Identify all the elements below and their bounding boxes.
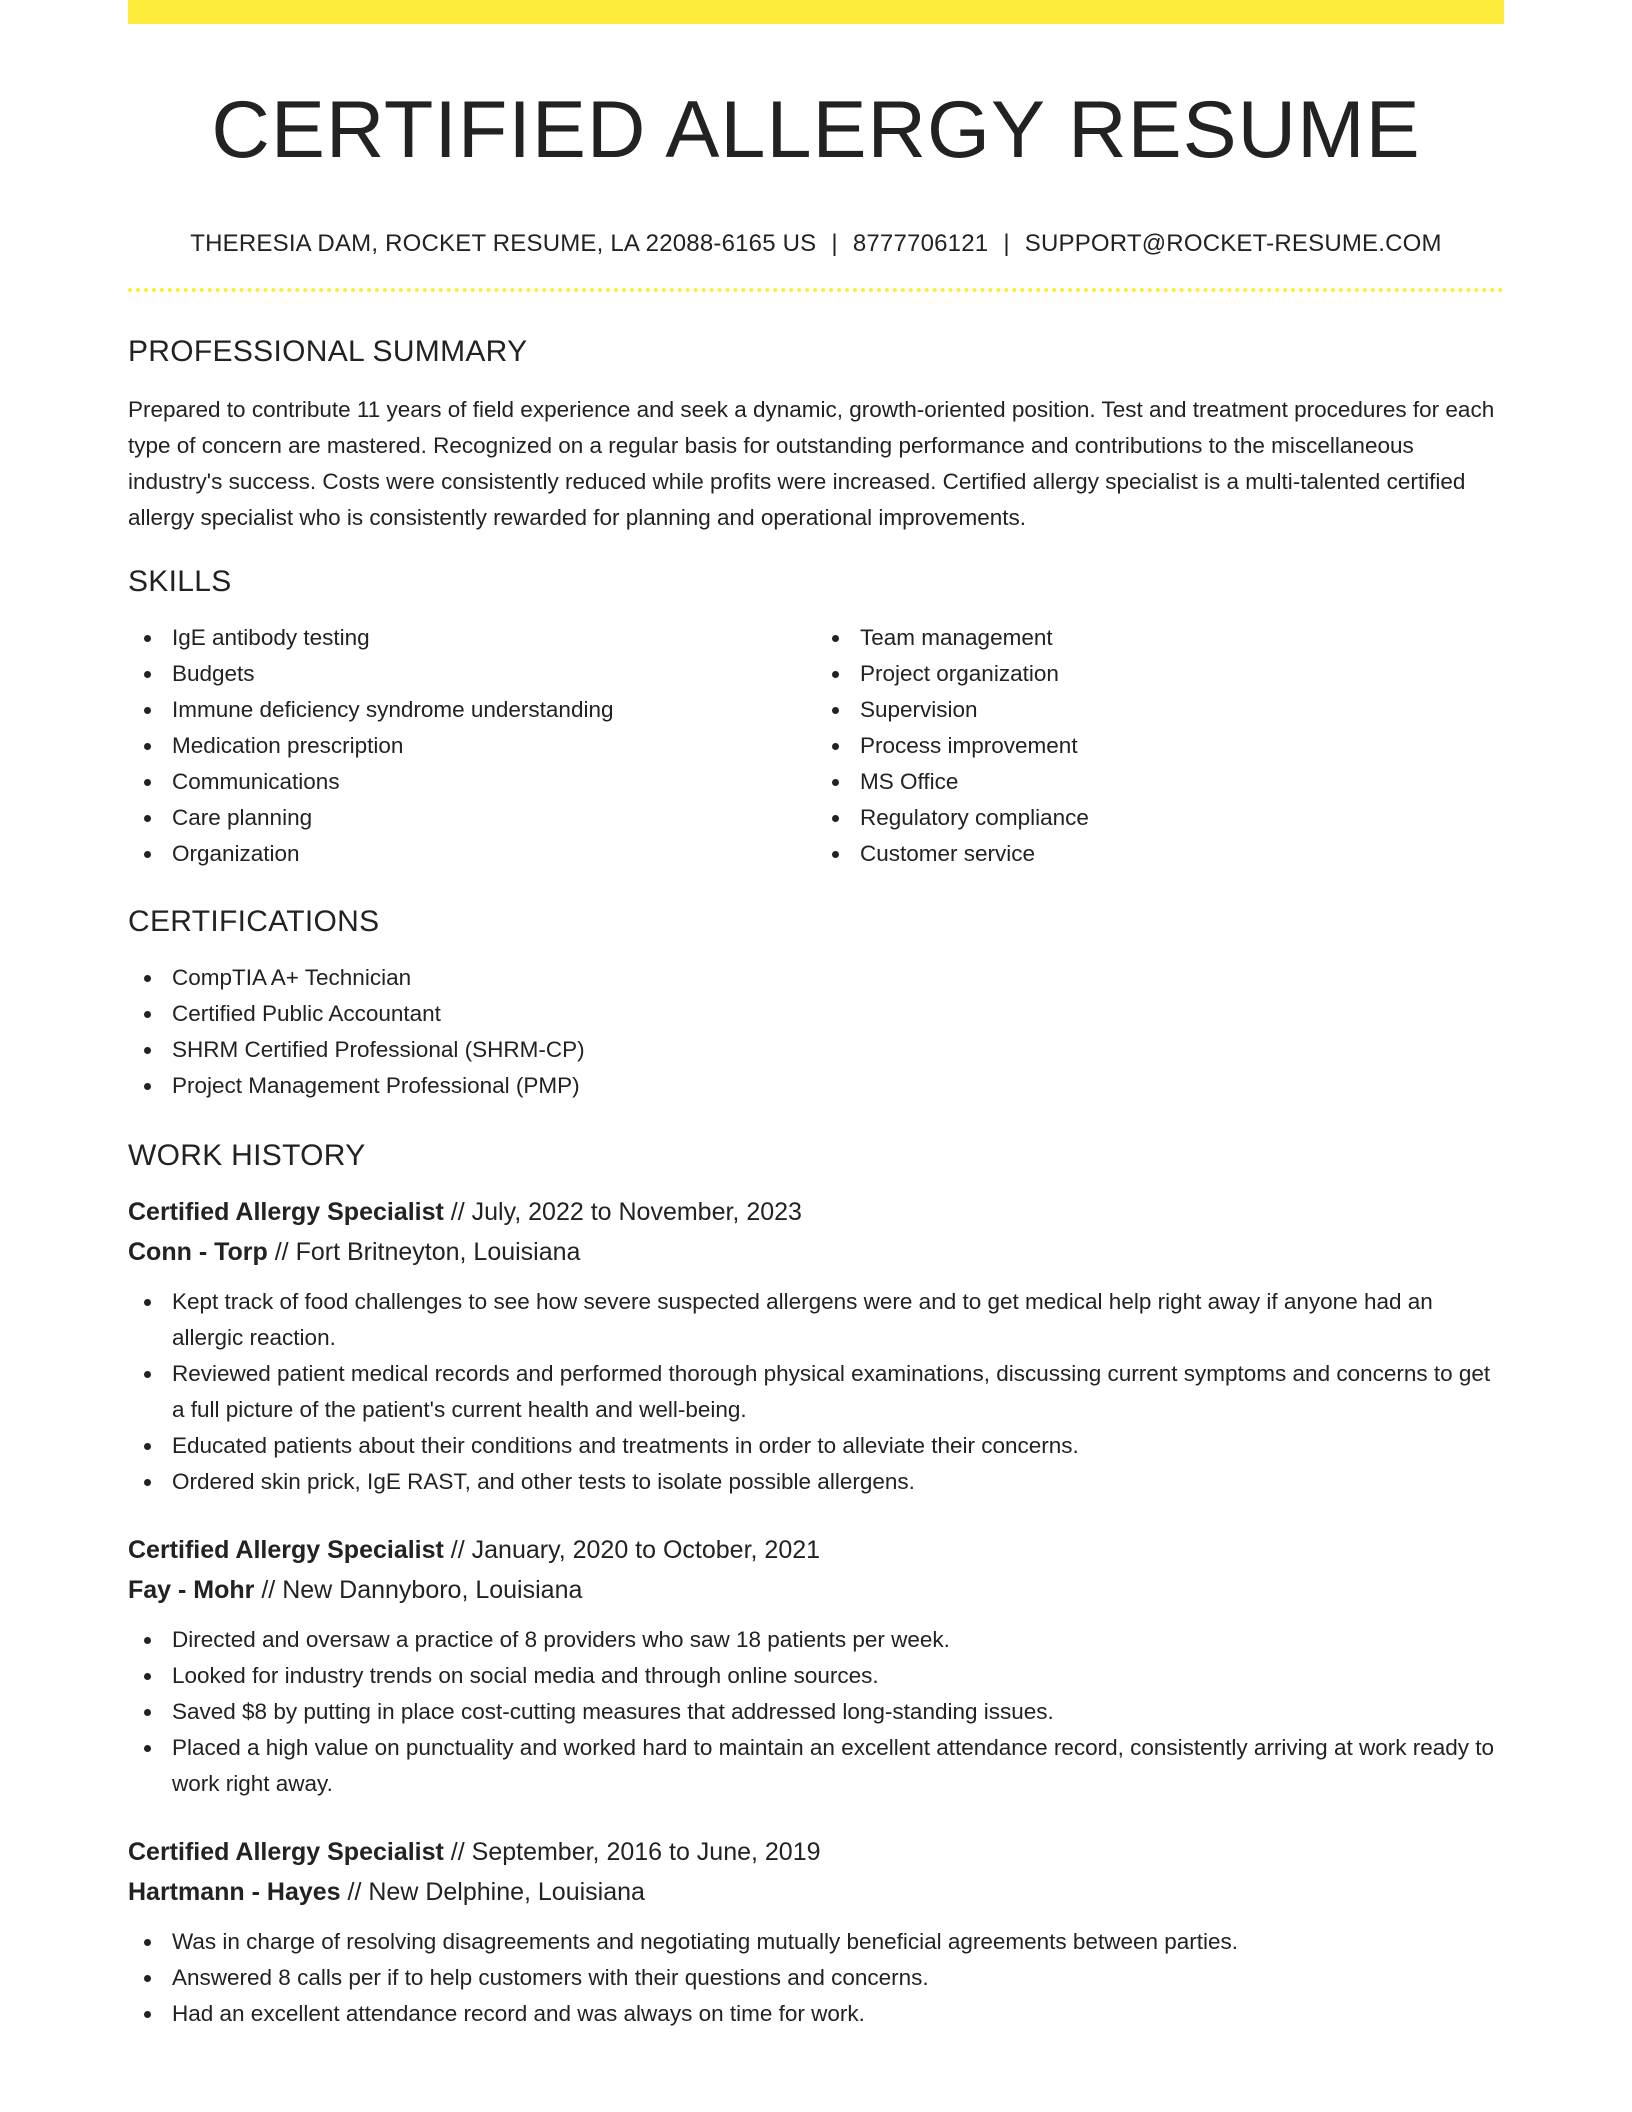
- job-entry: [128, 1192, 1504, 1500]
- skills-list-right: [816, 620, 1504, 872]
- job-location: // Fort Britneyton, Louisiana: [267, 1238, 581, 1266]
- job-title: Certified Allergy Specialist: [128, 1536, 444, 1564]
- job-company-line: [128, 1570, 1504, 1610]
- job-duty: Ordered skin prick, IgE RAST, and other tests to isolate possible allergens.: [128, 1464, 1504, 1500]
- job-title-line: [128, 1192, 1504, 1232]
- skills-heading: SKILLS: [128, 565, 232, 598]
- job-duty: Was in charge of resolving disagreements and negotiating mutually beneficial agreements between parties.: [128, 1924, 1504, 1960]
- job-entry: [128, 1832, 1504, 2032]
- job-duty: Answered 8 calls per if to help customers with their questions and concerns.: [128, 1960, 1504, 1996]
- job-duty: Looked for industry trends on social media and through online sources.: [128, 1658, 1504, 1694]
- work-history-heading: WORK HISTORY: [128, 1139, 366, 1172]
- skill-item: Customer service: [816, 836, 1504, 872]
- job-company: Conn - Torp: [128, 1238, 268, 1266]
- job-duty: Kept track of food challenges to see how severe suspected allergens were and to get medical help right away if anyone had an allergic reaction.: [128, 1284, 1504, 1356]
- dotted-divider: [128, 288, 1504, 292]
- job-duty: Saved $8 by putting in place cost-cutting measures that addressed long-standing issues.: [128, 1694, 1504, 1730]
- job-duty: Educated patients about their conditions and treatments in order to alleviate their concerns.: [128, 1428, 1504, 1464]
- job-company-line: [128, 1232, 1504, 1272]
- skill-item: MS Office: [816, 764, 1504, 800]
- certification-item: SHRM Certified Professional (SHRM-CP): [128, 1032, 1504, 1068]
- job-duties: [128, 1622, 1504, 1802]
- job-title-line: [128, 1530, 1504, 1570]
- skill-item: IgE antibody testing: [128, 620, 816, 656]
- certification-item: Project Management Professional (PMP): [128, 1068, 1504, 1104]
- resume-page: [128, 0, 1504, 2112]
- skill-item: Communications: [128, 764, 816, 800]
- job-dates: // July, 2022 to November, 2023: [443, 1198, 802, 1226]
- certification-item: Certified Public Accountant: [128, 996, 1504, 1032]
- skill-item: Organization: [128, 836, 816, 872]
- skills-columns: [128, 620, 1504, 872]
- top-accent-bar: [128, 0, 1504, 24]
- job-location: // New Dannyboro, Louisiana: [254, 1576, 583, 1604]
- contact-line: [128, 228, 1504, 260]
- contact-phone: 8777706121: [852, 230, 989, 257]
- job-title: Certified Allergy Specialist: [128, 1838, 444, 1866]
- summary-text: Prepared to contribute 11 years of field experience and seek a dynamic, growth-oriented position. Test and treatment procedures for each type of concern are mastered. Recognized on a regular basis for outstanding performance and contributions to the miscellaneous industry's success. Costs were consistently reduced while profits were increased. Certified allergy specialist is a multi-talented certified allergy specialist who is consistently rewarded for planning and operational improvements.: [128, 397, 1495, 530]
- job-company: Fay - Mohr: [128, 1576, 255, 1604]
- job-duty: Directed and oversaw a practice of 8 providers who saw 18 patients per week.: [128, 1622, 1504, 1658]
- job-dates: // January, 2020 to October, 2021: [443, 1536, 821, 1564]
- job-duties: [128, 1924, 1504, 2032]
- skill-item: Team management: [816, 620, 1504, 656]
- job-duty: Reviewed patient medical records and performed thorough physical examinations, discussing current symptoms and concerns to get a full picture of the patient's current health and well-being.: [128, 1356, 1504, 1428]
- resume-title: CERTIFIED ALLERGY RESUME: [211, 85, 1421, 175]
- contact-email: SUPPORT@ROCKET-RESUME.COM: [1024, 230, 1442, 257]
- summary-heading: PROFESSIONAL SUMMARY: [128, 335, 528, 368]
- job-location: // New Delphine, Louisiana: [340, 1878, 645, 1906]
- job-title: Certified Allergy Specialist: [128, 1198, 444, 1226]
- certification-item: CompTIA A+ Technician: [128, 960, 1504, 996]
- certifications-heading: CERTIFICATIONS: [128, 905, 380, 938]
- certifications-list: [128, 960, 1504, 1104]
- job-entry: [128, 1530, 1504, 1802]
- skill-item: Care planning: [128, 800, 816, 836]
- skill-item: Budgets: [128, 656, 816, 692]
- contact-separator: |: [1003, 230, 1010, 257]
- job-duty: Placed a high value on punctuality and worked hard to maintain an excellent attendance record, consistently arriving at work ready to work right away.: [128, 1730, 1504, 1802]
- job-title-line: [128, 1832, 1504, 1872]
- job-company-line: [128, 1872, 1504, 1912]
- skill-item: Supervision: [816, 692, 1504, 728]
- skill-item: Process improvement: [816, 728, 1504, 764]
- job-duties: [128, 1284, 1504, 1500]
- skill-item: Immune deficiency syndrome understanding: [128, 692, 816, 728]
- skills-list-left: [128, 620, 816, 872]
- job-company: Hartmann - Hayes: [128, 1878, 341, 1906]
- contact-separator: |: [831, 230, 838, 257]
- skill-item: Medication prescription: [128, 728, 816, 764]
- skill-item: Project organization: [816, 656, 1504, 692]
- job-dates: // September, 2016 to June, 2019: [443, 1838, 821, 1866]
- contact-address: THERESIA DAM, ROCKET RESUME, LA 22088-6165 US: [190, 230, 817, 257]
- skill-item: Regulatory compliance: [816, 800, 1504, 836]
- job-duty: Had an excellent attendance record and was always on time for work.: [128, 1996, 1504, 2032]
